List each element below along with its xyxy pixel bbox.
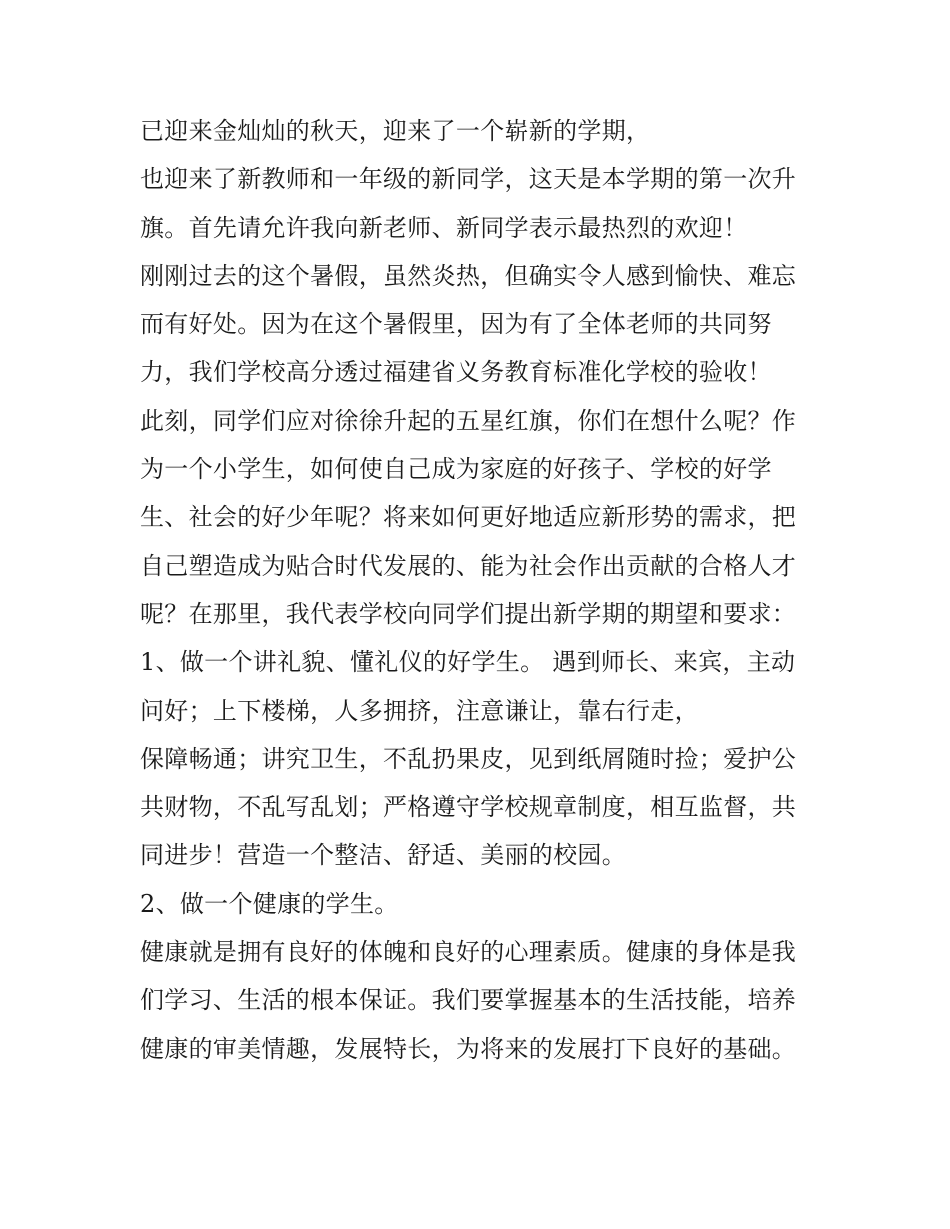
text-line: 为一个小学生，如何使自己成为家庭的好孩子、学校的好学 [140,455,772,484]
text-line: 健康的审美情趣，发展特长，为将来的发展打下良好的基础。 [140,1034,797,1063]
text-line: 此刻，同学们应对徐徐升起的五星红旗，你们在想什么呢？作 [140,406,797,435]
text-line: 呢？在那里，我代表学校向同学们提出新学期的期望和要求： [140,599,797,628]
text-line: 生、社会的好少年呢？将来如何更好地适应新形势的需求，把 [140,503,797,532]
text-line: 自己塑造成为贴合时代发展的、能为社会作出贡献的合格人才 [140,551,797,580]
text-line: 力，我们学校高分透过福建省义务教育标准化学校的验收！ [140,358,772,387]
text-line: 而有好处。因为在这个暑假里，因为有了全体老师的共同努 [140,310,772,339]
text-line: 已迎来金灿灿的秋天，迎来了一个崭新的学期， [140,117,651,145]
text-line: 刚刚过去的这个暑假，虽然炎热，但确实令人感到愉快、难忘 [140,261,797,290]
text-line: 也迎来了新教师和一年级的新同学，这天是本学期的第一次升 [140,165,797,194]
text-line: 保障畅通；讲究卫生，不乱扔果皮，见到纸屑随时捡；爱护公 [140,744,797,773]
text-line: 共财物，不乱写乱划；严格遵守学校规章制度，相互监督，共 [140,793,797,822]
document-body [140,107,830,1073]
text-line: 问好；上下楼梯，人多拥挤，注意谦让，靠右行走， [140,696,699,725]
list-item-1: 1、做一个讲礼貌、懂礼仪的好学生。 遇到师长、来宾，主动 [140,648,796,677]
text-line: 健康就是拥有良好的体魄和良好的心理素质。健康的身体是我 [140,938,797,967]
text-line: 旗。首先请允许我向新老师、新同学表示最热烈的欢迎！ [140,213,748,242]
text-line: 们学习、生活的根本保证。我们要掌握基本的生活技能，培养 [140,986,797,1015]
text-line: 同进步！营造一个整洁、舒适、美丽的校园。 [140,841,626,870]
list-item-2: 2、做一个健康的学生。 [140,889,399,918]
